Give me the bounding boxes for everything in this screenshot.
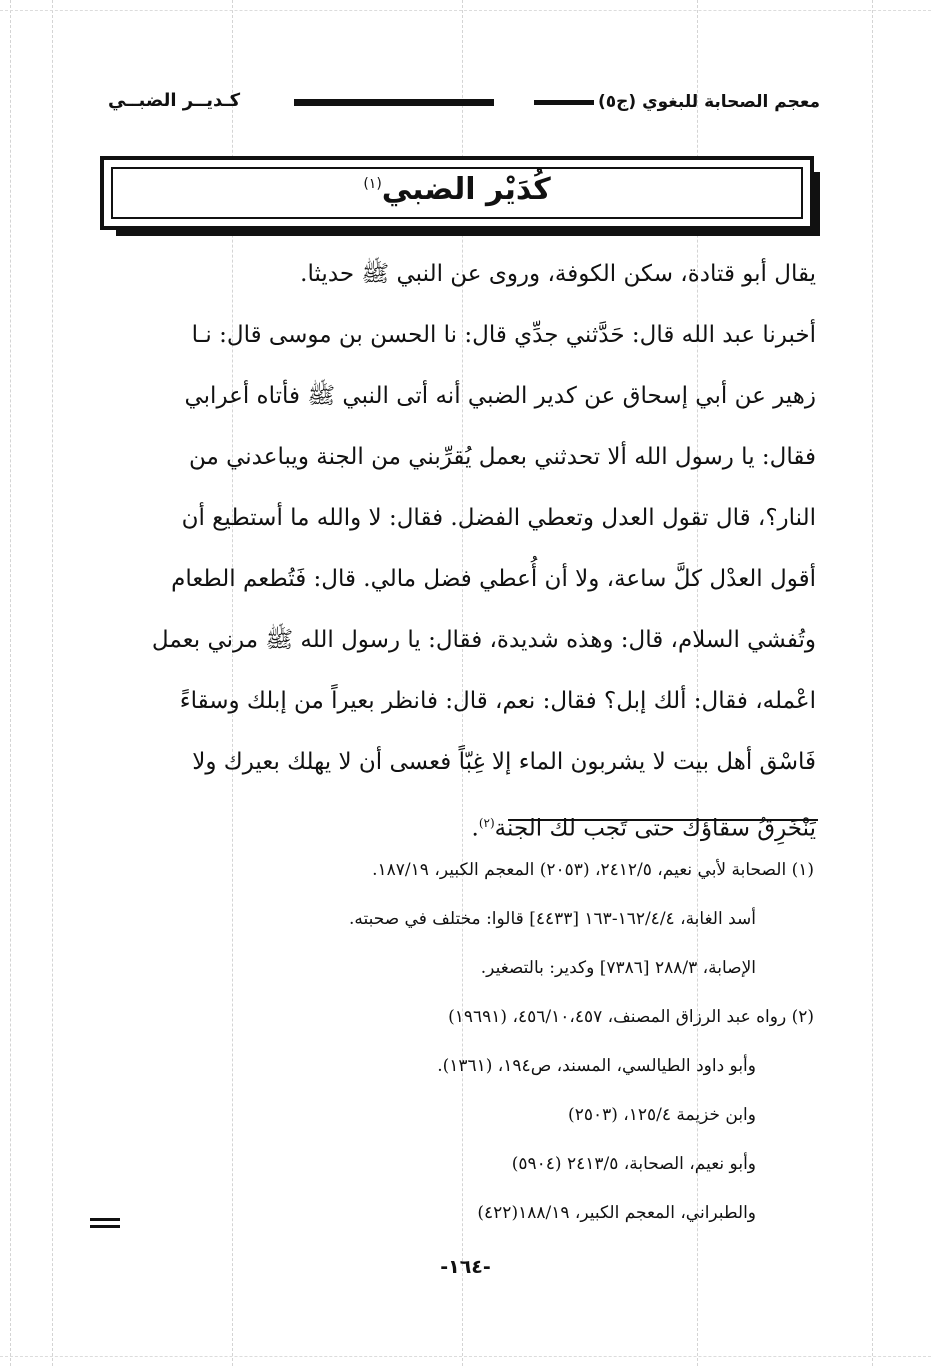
running-title: كـديــر الضبــي	[108, 90, 241, 111]
footnote-line: وابن خزيمة ١٢٥/٤، (٢٥٠٣)	[568, 1105, 756, 1125]
text-line-last	[98, 795, 816, 856]
guide-line	[872, 0, 873, 1366]
box-shadow	[814, 172, 820, 236]
footnote-line: والطبراني، المعجم الكبير، ١٨٨/١٩(٤٢٢)	[477, 1203, 756, 1223]
body-text	[98, 246, 816, 856]
footnote-ref: (٢)	[478, 816, 495, 830]
page-number: -١٦٤-	[440, 1256, 491, 1278]
end-mark-bar	[90, 1218, 120, 1221]
text-line: وتُفشي السلام، قال: وهذه شديدة، فقال: يا رسول الله ﷺ مرني بعمل	[151, 627, 816, 653]
footnote-line: (١) الصحابة لأبي نعيم، ٢٤١٢/٥، (٢٠٥٣) المعجم الكبير، ١٨٧/١٩.	[372, 860, 814, 880]
sentence-end: .	[471, 815, 479, 842]
entry-title-box	[100, 156, 814, 230]
footnote-line: وأبو نعيم، الصحابة، ٢٤١٣/٥ (٥٩٠٤)	[511, 1154, 756, 1174]
page-header	[80, 88, 820, 118]
footnote-line: الإصابة، ٢٨٨/٣ [٧٣٨٦] وكدير: بالتصغير.	[480, 958, 756, 978]
text-line: اعْمله، فقال: ألك إبل؟ فقال: نعم، قال: فانظر بعيراً من إبلك وسقاءً	[179, 688, 816, 714]
footnote-line: (٢) رواه عبد الرزاق المصنف، ٤٥٦/١٠،٤٥٧، (١٩٦٩١)	[448, 1007, 814, 1027]
footnotes	[120, 850, 814, 1242]
book-title: معجم الصحابة للبغوي (ج٥)	[597, 92, 820, 112]
header-rule	[534, 100, 594, 105]
end-mark	[90, 1218, 120, 1232]
guide-line	[0, 1356, 931, 1357]
box-shadow	[116, 230, 814, 236]
text-line: فَاسْق أهل بيت لا يشربون الماء إلا غِبّاً فعسى أن لا يهلك بعيرك ولا	[192, 749, 816, 775]
header-rule	[294, 99, 494, 106]
text-line: فقال: يا رسول الله ألا تحدثني بعمل يُقرِّبني من الجنة ويباعدني من	[188, 444, 816, 470]
end-mark-bar	[90, 1225, 120, 1228]
footnote-line: وأبو داود الطيالسي، المسند، ص١٩٤، (١٣٦١).	[437, 1056, 756, 1076]
entry-title-text: كُدَيْر الضبي	[381, 172, 551, 207]
guide-line	[0, 10, 931, 11]
footnote-separator	[508, 819, 818, 821]
text-line: أخبرنا عبد الله قال: حَدَّثني جدِّي قال: نا الحسن بن موسى قال: نـا	[191, 322, 816, 348]
text-line-last-body: يَنْخَرِقُ سقاؤك حتى تَجب لك الجنة	[494, 815, 816, 842]
footnote-line: أسد الغابة، ١٦٢/٤/٤-١٦٣ [٤٤٣٣] قالوا: مختلف في صحبته.	[348, 909, 756, 929]
text-line: أقول العدْل كلَّ ساعة، ولا أن أُعطي فضل مالي. قال: فَتُطعم الطعام	[171, 566, 816, 592]
footnote-ref: (١)	[363, 176, 382, 192]
text-line: النار؟، قال تقول العدل وتعطي الفضل. فقال: لا والله ما أستطيع أن	[181, 505, 816, 531]
text-line: يقال أبو قتادة، سكن الكوفة، وروى عن النبي ﷺ حديثا.	[300, 261, 816, 287]
entry-title	[104, 172, 810, 207]
text-line: زهير عن أبي إسحاق عن كدير الضبي أنه أتى النبي ﷺ فأتاه أعرابي	[184, 383, 816, 409]
guide-line	[10, 0, 11, 1366]
guide-line	[52, 0, 53, 1366]
